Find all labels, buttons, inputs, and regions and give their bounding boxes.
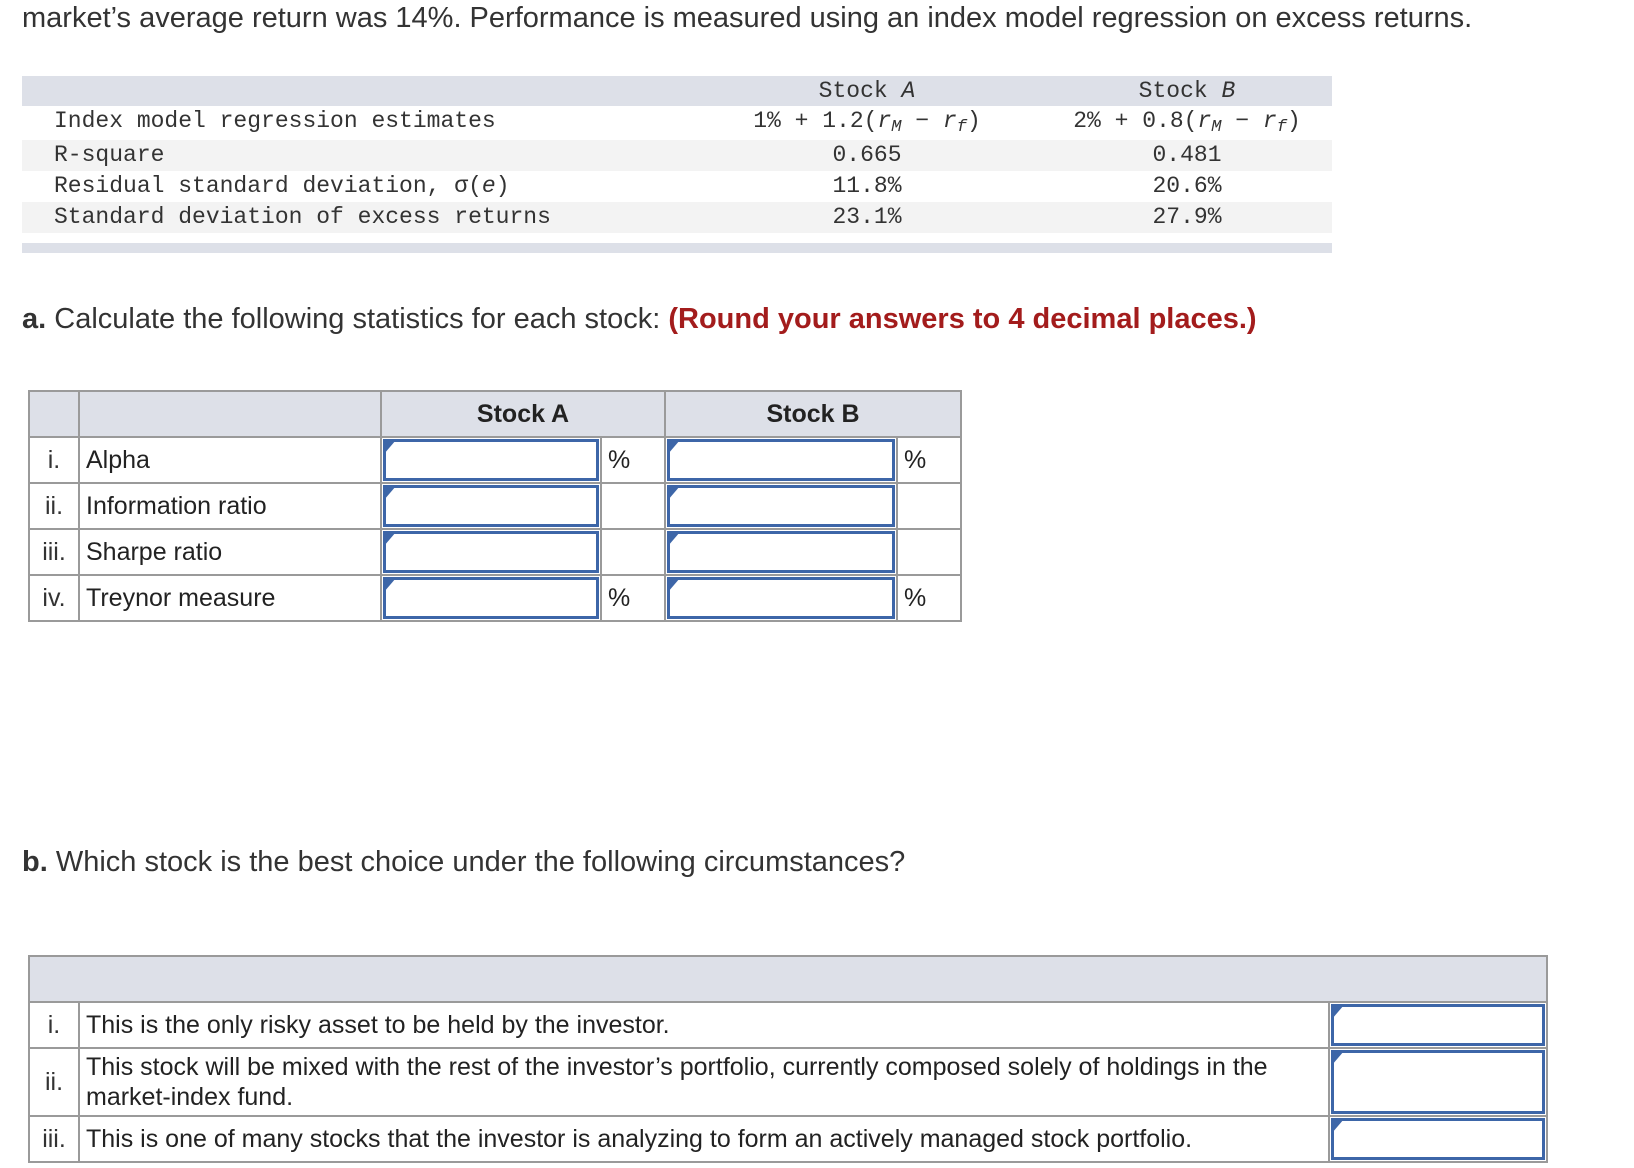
- row-label: Sharpe ratio: [79, 529, 381, 575]
- treynor-b-input[interactable]: [667, 577, 895, 619]
- question-b: [22, 846, 905, 879]
- header-blank: [29, 391, 79, 437]
- choice-1-cell: [1329, 1002, 1547, 1048]
- intro-text: market’s average return was 14%. Performance is measured using an index model regression on excess returns.: [22, 2, 1473, 34]
- regression-value-a: 11.8%: [832, 173, 902, 199]
- answer-table-a-header: [29, 391, 961, 437]
- alpha-b-input[interactable]: [667, 439, 895, 481]
- header-stock-b: Stock B: [665, 391, 961, 437]
- regression-label: R-square: [54, 142, 165, 168]
- regression-footer-bar: [22, 243, 1332, 253]
- row-text: This stock will be mixed with the rest of the investor’s portfolio, currently composed solely of holdings in the market-index fund.: [79, 1048, 1329, 1116]
- treynor-b-input-cell: [665, 575, 897, 621]
- info-ratio-b-input-cell: [665, 483, 897, 529]
- info-ratio-a-input-cell: [381, 483, 601, 529]
- unit-label: [897, 483, 961, 529]
- row-text: This is one of many stocks that the investor is analyzing to form an actively managed stock portfolio.: [79, 1116, 1329, 1162]
- header-stock-a: Stock A: [381, 391, 665, 437]
- row-text: This is the only risky asset to be held by the investor.: [79, 1002, 1329, 1048]
- answer-table-a: [28, 390, 962, 622]
- choice-3-cell: [1329, 1116, 1547, 1162]
- regression-header-stock-a: Stock A: [818, 78, 916, 104]
- question-a-hint: (Round your answers to 4 decimal places.): [668, 303, 1257, 335]
- choice-2-dropdown[interactable]: [1331, 1050, 1545, 1114]
- info-ratio-a-input[interactable]: [383, 485, 599, 527]
- choice-1-dropdown[interactable]: [1331, 1004, 1545, 1046]
- answer-row-alpha: [29, 437, 961, 483]
- regression-row-estimates: [22, 106, 1332, 140]
- row-number: iv.: [29, 575, 79, 621]
- sharpe-b-input-cell: [665, 529, 897, 575]
- info-ratio-b-input[interactable]: [667, 485, 895, 527]
- regression-value-b: 27.9%: [1152, 204, 1222, 230]
- alpha-b-input-cell: [665, 437, 897, 483]
- regression-value-a: 1% + 1.2(rM − rf): [753, 108, 981, 137]
- regression-header-stock-b: Stock B: [1138, 78, 1236, 104]
- regression-value-b: 2% + 0.8(rM − rf): [1073, 108, 1301, 137]
- regression-row-stdev: [22, 202, 1332, 233]
- choice-2-cell: [1329, 1048, 1547, 1116]
- answer-row-information-ratio: [29, 483, 961, 529]
- regression-row-rsquare: [22, 140, 1332, 171]
- row-number: ii.: [29, 1048, 79, 1116]
- header-blank: [79, 391, 381, 437]
- unit-label: %: [897, 437, 961, 483]
- regression-label: Index model regression estimates: [54, 108, 496, 134]
- alpha-a-input-cell: [381, 437, 601, 483]
- row-number: iii.: [29, 529, 79, 575]
- row-label: Treynor measure: [79, 575, 381, 621]
- answer-row-sharpe-ratio: [29, 529, 961, 575]
- regression-value-b: 0.481: [1152, 142, 1222, 168]
- choice-3-dropdown[interactable]: [1331, 1118, 1545, 1160]
- sharpe-a-input[interactable]: [383, 531, 599, 573]
- row-number: iii.: [29, 1116, 79, 1162]
- answer-b-row-2: [29, 1048, 1547, 1116]
- unit-label: %: [601, 437, 665, 483]
- regression-table: [22, 76, 1332, 253]
- treynor-a-input-cell: [381, 575, 601, 621]
- unit-label: [601, 483, 665, 529]
- unit-label: [601, 529, 665, 575]
- question-a-letter: a.: [22, 303, 47, 335]
- unit-label: %: [897, 575, 961, 621]
- unit-label: %: [601, 575, 665, 621]
- row-label: Information ratio: [79, 483, 381, 529]
- regression-value-a: 0.665: [832, 142, 902, 168]
- alpha-a-input[interactable]: [383, 439, 599, 481]
- regression-row-residual: [22, 171, 1332, 202]
- sharpe-a-input-cell: [381, 529, 601, 575]
- row-number: i.: [29, 437, 79, 483]
- regression-label: Residual standard deviation, σ(e): [54, 173, 510, 199]
- answer-b-row-1: [29, 1002, 1547, 1048]
- answer-table-b: [28, 955, 1548, 1163]
- sharpe-b-input[interactable]: [667, 531, 895, 573]
- treynor-a-input[interactable]: [383, 577, 599, 619]
- answer-row-treynor-measure: [29, 575, 961, 621]
- question-a-text: Calculate the following statistics for each stock:: [46, 303, 669, 335]
- header-blank: [29, 956, 1547, 1002]
- row-number: ii.: [29, 483, 79, 529]
- regression-value-a: 23.1%: [832, 204, 902, 230]
- row-label: Alpha: [79, 437, 381, 483]
- answer-table-b-header: [29, 956, 1547, 1002]
- answer-b-row-3: [29, 1116, 1547, 1162]
- regression-value-b: 20.6%: [1152, 173, 1222, 199]
- unit-label: [897, 529, 961, 575]
- question-a: [22, 303, 1257, 336]
- regression-header: [22, 76, 1332, 106]
- question-b-text: Which stock is the best choice under the following circumstances?: [47, 846, 906, 878]
- row-number: i.: [29, 1002, 79, 1048]
- question-b-letter: b.: [22, 846, 48, 878]
- regression-label: Standard deviation of excess returns: [54, 204, 551, 230]
